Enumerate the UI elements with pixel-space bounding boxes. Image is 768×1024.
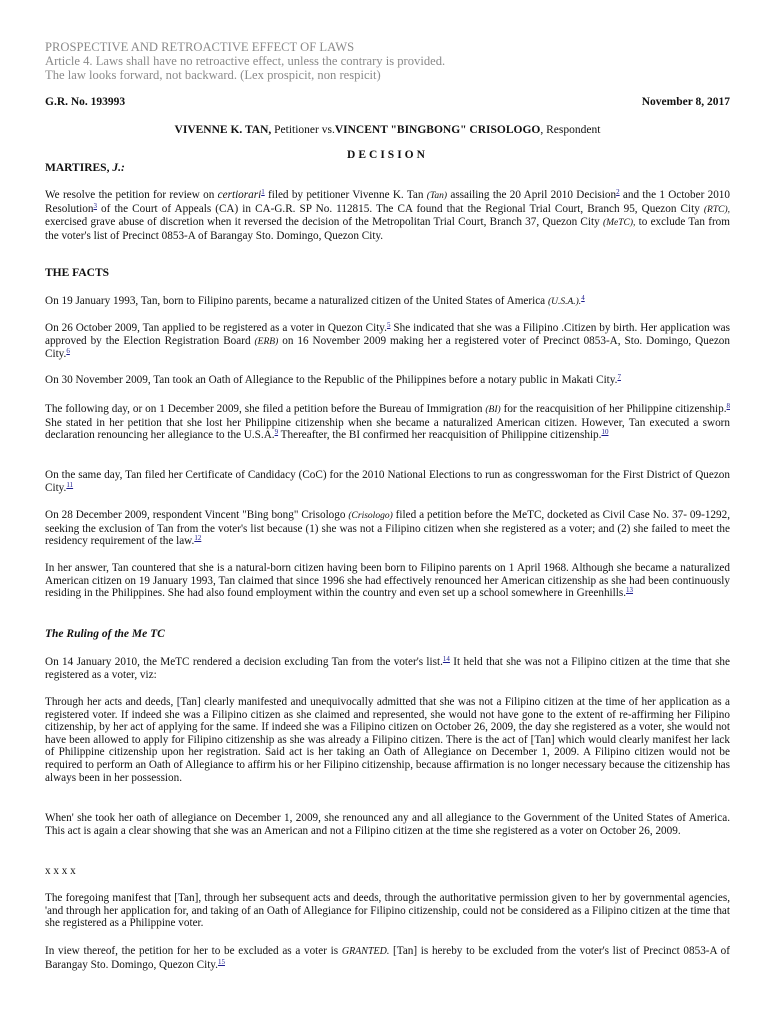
section-heading-facts: THE FACTS (45, 267, 110, 279)
footnote-ref[interactable]: 5 (386, 321, 391, 329)
footnote-ref[interactable]: 10 (601, 428, 609, 437)
footnote-ref[interactable]: 13 (626, 586, 634, 595)
ponente-j: J.: (112, 162, 125, 174)
case-parties (45, 124, 730, 136)
ponente (45, 162, 125, 174)
footnote-ref[interactable]: 3 (93, 201, 97, 210)
article-text: Article 4. Laws shall have no retroactive effect, unless the contrary is provided. (45, 54, 446, 68)
topic-title: PROSPECTIVE AND RETROACTIVE EFFECT OF LAWS (45, 40, 355, 54)
paragraph-8: In her answer, Tan countered that she is a natural-born citizen having been born to Filipino parents on 1 April 1968. Although she became a naturalized American citizen on 19 January 1993, Tan claimed that since 1996 she had effectively renounced her American citizenship as she had been continuously residing in the Philippines. She had also found employment within the country and even set up a school somewhere in Greenhills.$^{13}$ (45, 562, 730, 600)
respondent-name: VINCENT "BINGBONG" CRISOLOGO (334, 124, 541, 136)
paragraph-3: On 26 October 2009, Tan applied to be registered as a voter in Quezon City.$^5$ She indicated that she was a Filipino .Citizen by birth. Her application was approved by the Election Registration Board (ERB) on 16 November 2009 making her a registered voter of Precinct 0853-A, Sto. Domingo, Quezon City.$^6$ (45, 321, 730, 361)
paragraph-9: On 14 January 2010, the MeTC rendered a decision excluding Tan from the voter's list.$^{14}$ It held that she was not a Filipino citizen at the time that she registered as a voter, viz: (45, 655, 730, 681)
paragraph-2: On 19 January 1993, Tan, born to Filipino parents, became a naturalized citizen of the United States of America (U.S.A.).$^4$ (45, 294, 585, 307)
paragraph-7: On 28 December 2009, respondent Vincent "Bing bong" Crisologo (Crisologo) filed a petition before the MeTC, docketed as Civil Case No. 37- 09-1292, seeking the exclusion of Tan from the voter's list because (1) she was not a Filipino citizen when she registered as a voter; and (2) she failed to meet the residency requirement of the law.$^{12}$ (45, 509, 730, 548)
footnote-ref[interactable]: 12 (194, 534, 202, 543)
case-number: G.R. No. 193993 (45, 96, 126, 108)
footnote-ref[interactable]: 6 (66, 347, 70, 356)
footnote-ref[interactable]: 1 (261, 188, 265, 196)
footnote-ref[interactable]: 9 (274, 428, 279, 437)
quoted-paragraph-2: When' she took her oath of allegiance on December 1, 2009, she renounced any and all allegiance to the Government of the United States of America. This act is again a clear showing that she was an American and not a Filipino citizen at the time she registered as a voter on October 26, 2009. (45, 812, 730, 837)
paragraph-1: We resolve the petition for review on certiorari$^1$ filed by petitioner Vivenne K. Tan (Tan) assailing the 20 April 2010 Decision$^2$ and the 1 October 2010 Resolution$^3$ of the Court of Appeals (CA) in CA-G.R. SP No. 112815. The CA found that the Regional Trial Court, Branch 95, Quezon City (RTC), exercised grave abuse of discretion when it reversed the decision of the Metropolitan Trial Court, Branch 37, Quezon City (MeTC), to exclude Tan from the voter's list of Precinct 0853-A of Barangay Sto. Domingo, Quezon City. (45, 188, 730, 242)
petitioner-label: Petitioner vs. (271, 124, 335, 136)
footnote-ref[interactable]: 11 (66, 480, 74, 489)
paragraph-5: The following day, or on 1 December 2009, she filed a petition before the Bureau of Immigration (BI) for the reacquisition of her Philippine citizenship.$^8$ She stated in her petition that she lost her Philippine citizenship when she became a naturalized American citizen. However, Tan executed a sworn declaration renouncing her allegiance to the U.S.A.$^9$ Thereafter, the BI confirmed her reacquisition of Philippine citizenship.$^{10}$ (45, 402, 730, 442)
footnote-ref[interactable]: 4 (581, 294, 585, 302)
quoted-paragraph-3: The foregoing manifest that [Tan], through her subsequent acts and deeds, through the authoritative permission given to her by governmental agencies, 'and through her application for, and taking of an Oath of Allegiance for Filipino citizenship, could not be considered as a Filipino citizen at the time that she registered as a Philippine voter. (45, 892, 730, 930)
document-page (45, 0, 730, 1024)
footnote-ref[interactable]: 7 (617, 373, 621, 381)
footnote-ref[interactable]: 2 (616, 188, 620, 196)
quoted-paragraph-1: Through her acts and deeds, [Tan] clearly manifested and unequivocally admitted that she was not a Filipino citizen at the time of her application as a registered voter. If indeed she was a Filipino citizen as she claimed and represented, she would not have gone to the extent of re-affirming her Filipino citizenship, by her act of applying for the same. If indeed she was a Filipino citizen on October 26, 2009, the day she registered as a voter, she would not have been allowed to apply for Filipino citizenship as she was already a Filipino citizen. There is the act of [Tan] which would clearly manifest her lack of Philippine citizenship upon her registration. Said act is her taking an Oath of Allegiance on December 1, 2009. A Filipino citizen would not be required to perform an Oath of Allegiance to affirm his or her Filipino citizenship, because affirmation is no longer necessary because the citizenship has always been in her possession. (45, 696, 730, 784)
paragraph-4: On 30 November 2009, Tan took an Oath of Allegiance to the Republic of the Philippines before a notary public in Makati City.$^7$ (45, 373, 621, 386)
case-date: November 8, 2017 (641, 96, 730, 108)
footnote-ref[interactable]: 15 (217, 957, 225, 966)
ellipsis-marker: x x x x (45, 865, 76, 877)
petitioner-name: VIVENNE K. TAN, (174, 124, 272, 136)
footnote-ref[interactable]: 8 (726, 402, 730, 410)
ponente-name: MARTIRES, (45, 162, 110, 174)
case-header-row (45, 96, 730, 110)
maxim-text: The law looks forward, not backward. (Lex prospicit, non respicit) (45, 68, 381, 82)
paragraph-6: On the same day, Tan filed her Certificate of Candidacy (CoC) for the 2010 National Elections to run as congresswoman for the First District of Quezon City.$^{11}$ (45, 469, 730, 494)
footnote-ref[interactable]: 14 (442, 655, 450, 663)
quoted-paragraph-4: In view thereof, the petition for her to be excluded as a voter is GRANTED. [Tan] is hereby to be excluded from the voter's list of Precinct 0853-A of Barangay Sto. Domingo, Quezon City.$^{15}$ (45, 945, 730, 971)
respondent-label: , Respondent (540, 124, 601, 136)
decision-heading: DECISION (347, 149, 428, 161)
section-heading-ruling-metc: The Ruling of the Me TC (45, 628, 165, 640)
